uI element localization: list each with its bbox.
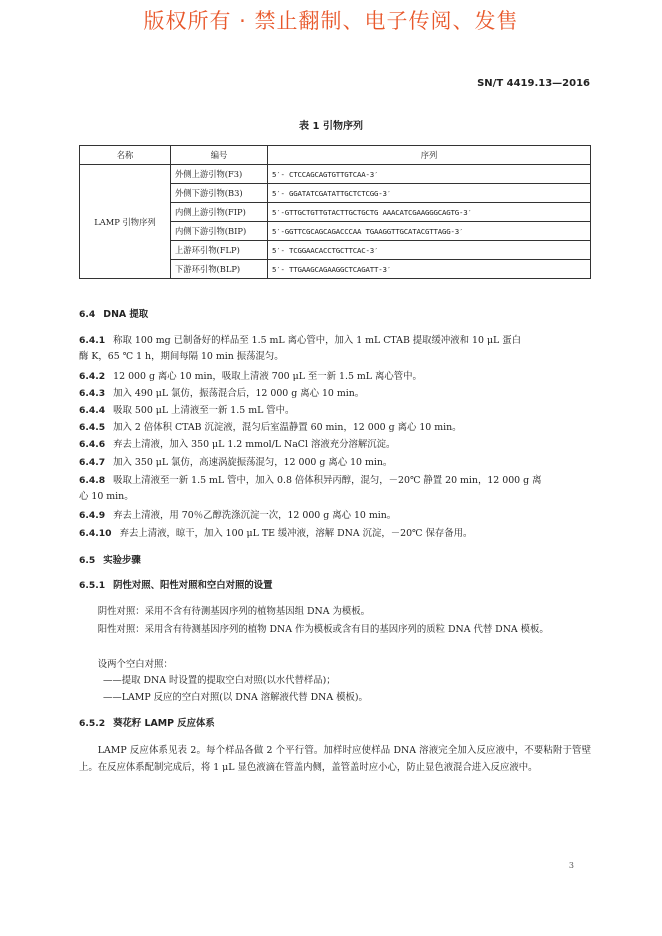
step-text: 加入 350 μL 氯仿，高速涡旋振荡混匀，12 000 g 离心 10 min。 [113,457,393,468]
lamp-system-paragraph: LAMP 反应体系见表 2。每个样品各做 2 个平行管。加样时应使样品 DNA 溶液完全加入反应液中，不要粘附于管壁上。在反应体系配制完成后，将 1 μL 显色液滴在管盖内侧，盖管盖时应小心，防止显色液混合进入反应液中。 [79,745,591,773]
step-6-4-1 [79,333,591,349]
watermark: 版权所有 · 禁止翻制、电子传阅、发售 [143,9,519,33]
section-number: 6.5 [79,555,96,566]
step-text: 加入 2 倍体积 CTAB 沉淀液，混匀后室温静置 60 min，12 000 g 离心 10 min。 [113,422,462,433]
section-6-5-2-heading [79,716,591,732]
step-text: 12 000 g 离心 10 min，吸取上清液 700 μL 至一新 1.5 mL 离心管中。 [113,371,422,382]
section-title: 实验步骤 [103,555,141,566]
section-title: 葵花籽 LAMP 反应体系 [113,718,215,729]
group-name-cell: LAMP 引物序列 [80,165,171,279]
blank-control-item: ——LAMP 反应的空白对照(以 DNA 溶解液代替 DNA 模板)。 [103,692,368,703]
header-sequence: 序列 [268,146,591,165]
step-6-4-9 [79,508,591,524]
step-number: 6.4.6 [79,439,106,450]
primer-table [79,145,591,279]
primer-id: 外侧上游引物(F3) [171,165,268,184]
primer-sequence: 5′-GTTGCTGTTGTACTTGCTGCTG AAACATCGAAGGGCAGTG-3′ [268,203,591,222]
positive-control-paragraph: 阳性对照：采用含有待测基因序列的植物 DNA 作为模板或含有目的基因序列的质粒 DNA 代替 DNA 模板。 [97,624,549,635]
step-number: 6.4.7 [79,457,106,468]
primer-id: 上游环引物(FLP) [171,241,268,260]
primer-id: 下游环引物(BLP) [171,260,268,279]
negative-control-paragraph: 阴性对照：采用不含有待测基因序列的植物基因组 DNA 为模板。 [97,606,370,617]
step-number: 6.4.3 [79,388,106,399]
primer-id: 内侧上游引物(FIP) [171,203,268,222]
section-6-5-1-heading [79,578,591,594]
step-text: 吸取上清液至一新 1.5 mL 管中，加入 0.8 倍体积异丙醇，混匀，－20℃ 静置 20 min，12 000 g 离 [113,475,542,486]
step-text: 称取 100 mg 已制备好的样品至 1.5 mL 离心管中，加入 1 mL CTAB 提取缓冲液和 10 μL 蛋白 [113,335,521,346]
step-6-4-10 [79,526,591,542]
step-text: 弃去上清液，用 70％乙醇洗涤沉淀一次，12 000 g 离心 10 min。 [113,510,397,521]
primer-sequence: 5′- TTGAAGCAGAAGGCTCAGATT-3′ [268,260,591,279]
section-title: DNA 提取 [103,309,149,320]
step-number: 6.4.9 [79,510,106,521]
step-text: 酶 K，65 ℃ 1 h，期间每隔 10 min 振荡混匀。 [79,351,284,362]
step-number: 6.4.8 [79,475,106,486]
step-text: 弃去上清液，晾干，加入 100 μL TE 缓冲液，溶解 DNA 沉淀，－20℃ 保存备用。 [119,528,473,539]
table-row [80,165,591,184]
primer-id: 外侧下游引物(B3) [171,184,268,203]
table-title: 表 1 引物序列 [299,121,363,132]
primer-sequence: 5′-GGTTCGCAGCAGACCCAA TGAAGGTTGCATACGTTAGG-3′ [268,222,591,241]
step-number: 6.4.5 [79,422,106,433]
section-title: 阴性对照、阳性对照和空白对照的设置 [113,580,273,591]
step-6-4-3 [79,386,591,402]
blank-control-intro: 设两个空白对照： [97,659,173,670]
step-6-4-8-continued [79,489,591,505]
standard-number: SN/T 4419.13—2016 [477,78,590,89]
step-text: 吸取 500 μL 上清液至一新 1.5 mL 管中。 [113,405,295,416]
step-number: 6.4.10 [79,528,112,539]
step-text: 弃去上清液，加入 350 μL 1.2 mmol/L NaCl 溶液充分溶解沉淀。 [113,439,396,450]
step-6-4-8 [79,473,591,489]
section-6-4-heading [79,307,591,323]
step-6-4-5 [79,420,591,436]
section-number: 6.5.2 [79,718,106,729]
step-6-4-7 [79,455,591,471]
primer-sequence: 5′- GGATATCGATATTGCTCTCGG-3′ [268,184,591,203]
section-number: 6.4 [79,309,96,320]
step-6-4-6 [79,437,591,453]
blank-control-item: ——提取 DNA 时设置的提取空白对照(以水代替样品)； [103,675,336,686]
section-number: 6.5.1 [79,580,106,591]
page-number: 3 [568,861,574,870]
header-id: 编号 [171,146,268,165]
primer-sequence: 5′- TCGGAACACCTGCTTCAC-3′ [268,241,591,260]
primer-sequence: 5′- CTCCAGCAGTGTTGTCAA-3′ [268,165,591,184]
section-6-5-heading [79,553,591,569]
step-number: 6.4.2 [79,371,106,382]
table-header-row [80,146,591,165]
step-text: 心 10 min。 [79,491,134,502]
step-number: 6.4.1 [79,335,106,346]
header-name: 名称 [80,146,171,165]
step-number: 6.4.4 [79,405,106,416]
step-6-4-2 [79,369,591,385]
primer-id: 内侧下游引物(BIP) [171,222,268,241]
step-text: 加入 490 μL 氯仿，振荡混合后，12 000 g 离心 10 min。 [113,388,365,399]
step-6-4-1-continued [79,349,591,365]
step-6-4-4 [79,403,591,419]
